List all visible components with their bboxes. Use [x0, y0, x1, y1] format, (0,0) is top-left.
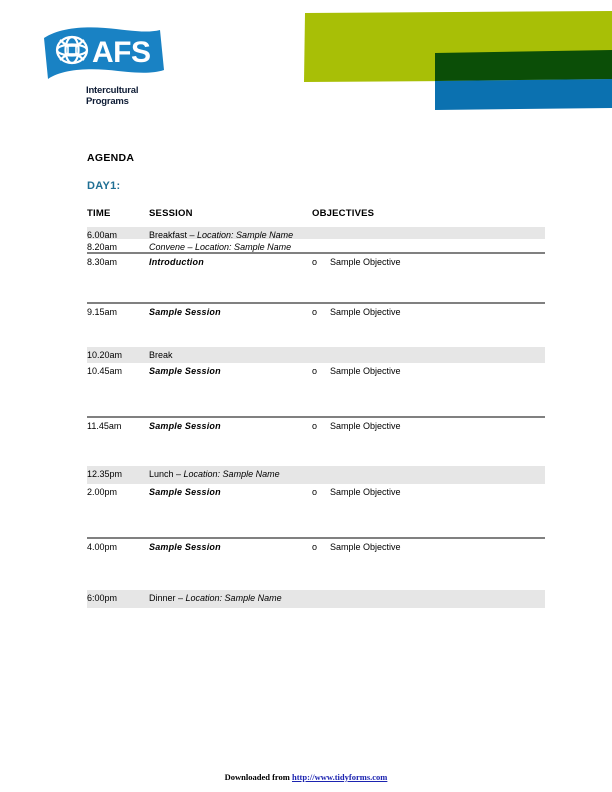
table-row — [87, 227, 545, 239]
row-objective: Sample Objective — [330, 487, 401, 497]
objective-bullet-icon: o — [312, 366, 318, 376]
objective-bullet-icon: o — [312, 542, 318, 552]
row-session-title: Breakfast – — [149, 230, 198, 240]
table-header-row — [87, 208, 545, 227]
row-session-location: Location: Sample Name — [185, 593, 282, 603]
row-session — [149, 350, 173, 360]
objective-bullet-icon: o — [312, 487, 318, 497]
row-session-title: Sample Session — [149, 487, 221, 497]
table-row — [87, 302, 545, 347]
row-time: 6.00am — [87, 230, 118, 240]
table-row — [87, 466, 545, 484]
row-objective: Sample Objective — [330, 366, 401, 376]
table-row — [87, 484, 545, 537]
row-objective: Sample Objective — [330, 307, 401, 317]
row-session-title: Lunch – — [149, 469, 184, 479]
afs-wordmark: AFS — [92, 36, 151, 69]
afs-logo-subtitle-line1: Intercultural — [86, 85, 139, 96]
row-objective: Sample Objective — [330, 421, 401, 431]
olive-block — [304, 11, 612, 82]
table-row — [87, 416, 545, 466]
row-time: 6:00pm — [87, 593, 118, 603]
row-session — [149, 487, 221, 497]
row-time: 8.20am — [87, 242, 118, 252]
row-session — [149, 257, 204, 267]
row-time: 10.45am — [87, 366, 123, 376]
objective-bullet-icon: o — [312, 421, 318, 431]
agenda-table — [87, 208, 545, 608]
row-session — [149, 307, 221, 317]
afs-logo-subtitle — [86, 86, 206, 107]
row-time: 4.00pm — [87, 542, 118, 552]
row-session-location: Convene – Location: Sample Name — [149, 242, 292, 252]
afs-logo-subtitle-line2: Programs — [86, 95, 129, 107]
row-session — [149, 366, 221, 376]
row-session — [149, 593, 282, 603]
row-session-title: Introduction — [149, 257, 204, 267]
row-session-location: Location: Sample Name — [183, 469, 280, 479]
table-row — [87, 347, 545, 363]
afs-flag-logo-icon — [40, 24, 170, 86]
row-session-title: Sample Session — [149, 421, 221, 431]
footer-link[interactable]: http://www.tidyforms.com — [291, 772, 388, 782]
row-session — [149, 421, 221, 431]
footer — [0, 772, 612, 782]
row-session-location: Location: Sample Name — [197, 230, 294, 240]
afs-logo — [40, 24, 200, 124]
row-time: 12.35pm — [87, 469, 123, 479]
row-time: 8.30am — [87, 257, 118, 267]
objective-bullet-icon: o — [312, 257, 318, 267]
row-session-title: Sample Session — [149, 307, 221, 317]
table-row — [87, 239, 545, 252]
column-header-time: TIME — [87, 208, 111, 219]
row-time: 2.00pm — [87, 487, 118, 497]
column-header-objectives: OBJECTIVES — [312, 208, 375, 219]
row-session-title: Dinner – — [149, 593, 186, 603]
row-session — [149, 469, 280, 479]
row-session — [149, 242, 291, 252]
table-row — [87, 363, 545, 416]
row-session-title: Sample Session — [149, 542, 221, 552]
row-time: 10.20am — [87, 350, 123, 360]
row-session-title: Break — [149, 350, 173, 360]
footer-prefix: Downloaded from — [224, 772, 292, 782]
table-row — [87, 590, 545, 608]
column-header-session: SESSION — [149, 208, 193, 219]
day-heading: DAY1: — [87, 180, 121, 192]
row-objective: Sample Objective — [330, 257, 401, 267]
row-time: 9.15am — [87, 307, 118, 317]
emblem-center — [68, 46, 76, 54]
table-row — [87, 537, 545, 590]
table-row — [87, 252, 545, 302]
row-time: 11.45am — [87, 421, 122, 431]
row-session-title: Sample Session — [149, 366, 221, 376]
row-session — [149, 542, 221, 552]
blue-block — [435, 79, 612, 110]
objective-bullet-icon: o — [312, 307, 318, 317]
page-title: AGENDA — [87, 152, 135, 164]
row-objective: Sample Objective — [330, 542, 401, 552]
table-body — [87, 227, 545, 608]
dark-green-block — [435, 50, 612, 81]
